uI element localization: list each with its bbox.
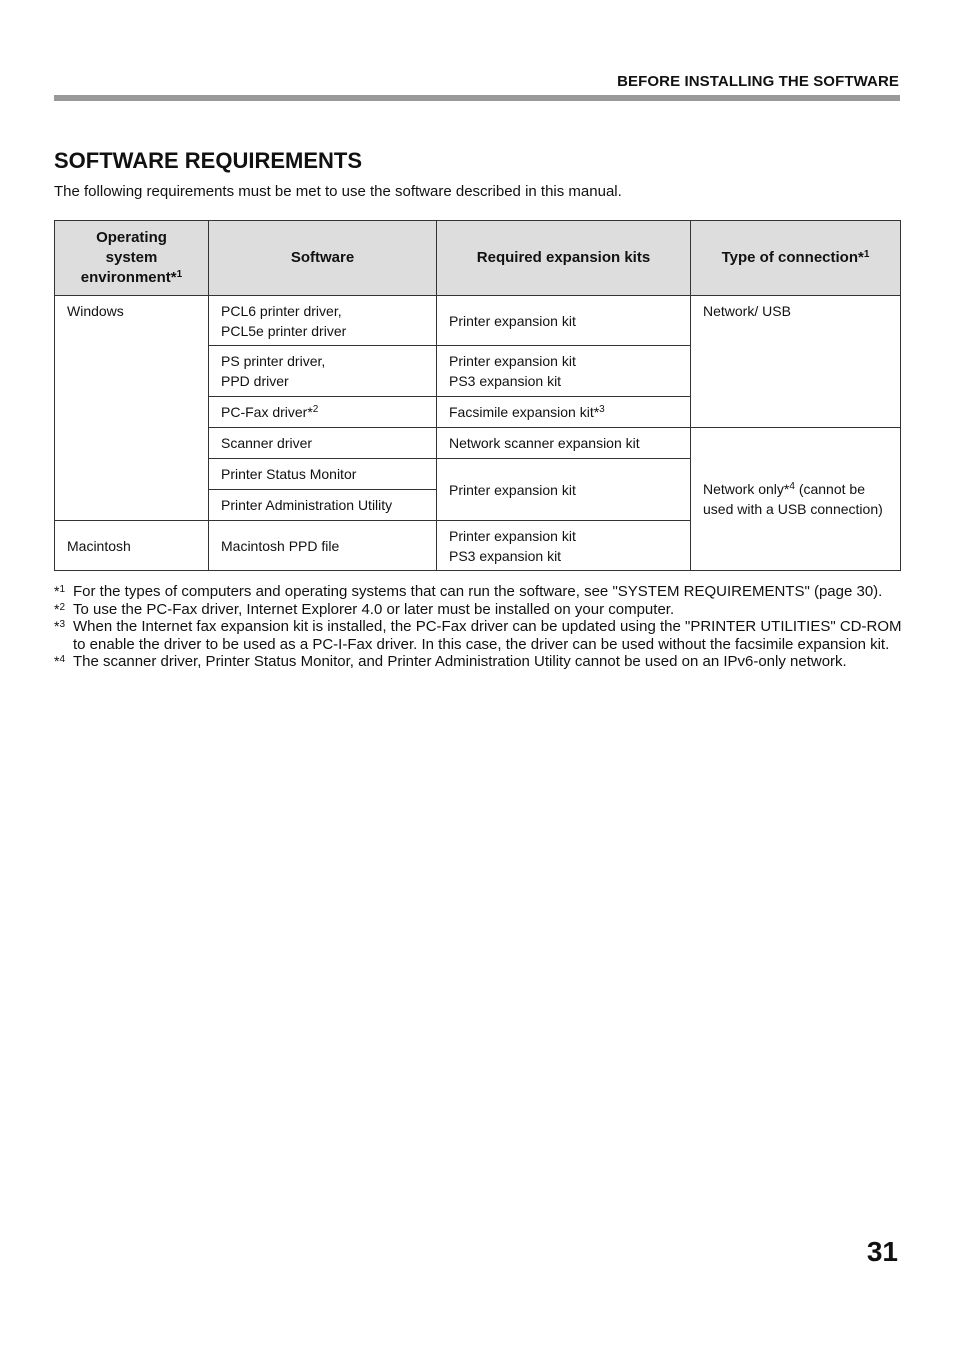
kits-cell: Network scanner expansion kit <box>437 428 691 459</box>
footnote-mark <box>54 601 73 619</box>
os-windows: Windows <box>55 296 209 521</box>
footnote-text: When the Internet fax expansion kit is installed, the PC-Fax driver can be updated using the "PRINTER UTILITIES" CD-ROM to enable the driver to be used as a PC-I-Fax driver. In this case, the driver can be used without the facsimile expansion kit. <box>73 618 902 653</box>
software-cell: PS printer driver, PPD driver <box>209 346 437 397</box>
footnote-ref: 1 <box>863 249 870 260</box>
software-cell: Printer Administration Utility <box>209 490 437 521</box>
header-connection <box>691 221 901 296</box>
software-cell <box>209 397 437 428</box>
footnote-text: To use the PC-Fax driver, Internet Explorer 4.0 or later must be installed on your computer. <box>73 600 675 618</box>
connection-note: (cannot be used with a USB connection) <box>703 481 883 517</box>
footnote-ref: 3 <box>599 404 605 415</box>
connection-label: Network only* <box>703 481 790 497</box>
software-cell: Macintosh PPD file <box>209 521 437 571</box>
software-cell: Scanner driver <box>209 428 437 459</box>
connection-network-only <box>691 428 901 571</box>
footnote-mark <box>54 618 73 653</box>
requirements-table <box>54 220 901 571</box>
footnote-asterisk: * <box>54 653 60 669</box>
footnote-number: 1 <box>59 584 66 595</box>
table-header-row <box>55 221 901 296</box>
header-os-label: Operating system environment* <box>80 229 177 286</box>
kits-cell: Printer expansion kit <box>437 459 691 521</box>
software-cell: Printer Status Monitor <box>209 459 437 490</box>
footnote-2 <box>54 601 904 619</box>
table-row <box>55 296 901 346</box>
section-title: SOFTWARE REQUIREMENTS <box>54 148 363 173</box>
footnote-text: The scanner driver, Printer Status Monitor, and Printer Administration Utility cannot be used on an IPv6-only network. <box>73 653 847 670</box>
footnote-number: 4 <box>59 654 66 665</box>
footnote-number: 3 <box>59 619 66 630</box>
header-rule <box>54 95 900 101</box>
header-connection-label: Type of connection* <box>721 249 864 266</box>
page-number: 31 <box>866 1236 898 1267</box>
footnote-4 <box>54 653 904 671</box>
footnote-3 <box>54 618 904 653</box>
footnote-number: 2 <box>59 601 66 613</box>
software-label: PC-Fax driver* <box>221 404 313 420</box>
footnote-asterisk: * <box>54 600 60 617</box>
footnote-ref: 1 <box>176 269 183 280</box>
header-kits: Required expansion kits <box>437 221 691 296</box>
footnote-mark <box>54 583 73 601</box>
footnote-ref: 2 <box>312 404 319 415</box>
connection-network-usb: Network/ USB <box>691 296 901 428</box>
kits-cell: Printer expansion kit PS3 expansion kit <box>437 521 691 571</box>
header-software: Software <box>209 221 437 296</box>
footnote-asterisk: * <box>54 583 60 599</box>
os-macintosh: Macintosh <box>55 521 209 571</box>
kits-label: Facsimile expansion kit* <box>449 404 600 420</box>
footnote-text: For the types of computers and operating systems that can run the software, see "SYSTEM REQUIREMENTS" (page 30). <box>73 583 883 600</box>
kits-cell: Printer expansion kit PS3 expansion kit <box>437 346 691 397</box>
kits-cell <box>437 397 691 428</box>
footnotes <box>54 583 904 671</box>
header-os <box>55 221 209 296</box>
kits-cell: Printer expansion kit <box>437 296 691 346</box>
footnote-1 <box>54 583 904 601</box>
footnote-mark <box>54 653 73 671</box>
software-cell: PCL6 printer driver, PCL5e printer driver <box>209 296 437 346</box>
footnote-ref: 4 <box>789 481 795 492</box>
intro-text: The following requirements must be met to use the software described in this manual. <box>54 183 622 200</box>
running-header: BEFORE INSTALLING THE SOFTWARE <box>617 73 899 90</box>
footnote-asterisk: * <box>54 618 60 634</box>
